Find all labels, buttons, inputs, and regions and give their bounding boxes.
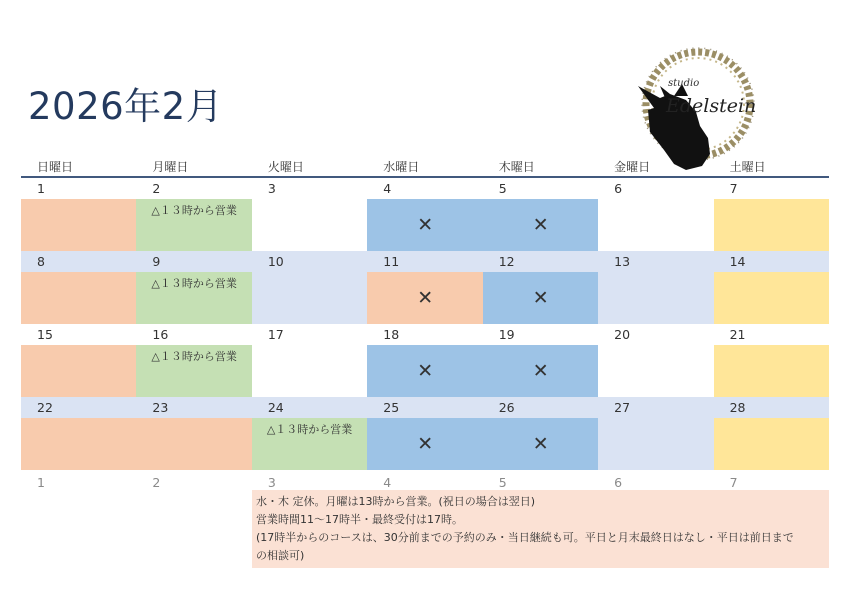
closed-mark-icon: ✕ <box>417 287 434 309</box>
day-number-strip <box>21 251 137 272</box>
day-body <box>598 199 714 251</box>
day-number: 13 <box>614 254 631 269</box>
closed-mark-icon: ✕ <box>532 360 549 382</box>
day-cell <box>483 397 599 470</box>
day-number: 24 <box>267 400 284 415</box>
closed-mark-icon: ✕ <box>532 214 549 236</box>
day-body <box>21 199 137 251</box>
day-number-strip <box>714 251 830 272</box>
day-number-strip <box>367 251 483 272</box>
day-body <box>483 199 599 251</box>
day-number: 6 <box>614 181 623 196</box>
day-cell <box>483 324 599 397</box>
day-body <box>483 345 599 397</box>
day-cell <box>598 178 714 251</box>
day-cell <box>252 324 368 397</box>
next-month-day-number: 3 <box>267 475 276 490</box>
day-body <box>598 418 714 470</box>
business-hours-note <box>252 490 829 568</box>
day-cell <box>598 397 714 470</box>
day-cell <box>714 251 830 324</box>
day-number: 3 <box>267 181 276 196</box>
day-body <box>367 418 483 470</box>
weekday-label: 木曜日 <box>498 160 535 174</box>
day-cell <box>21 324 137 397</box>
day-cell <box>21 178 137 251</box>
day-body <box>714 199 830 251</box>
weekday-header <box>21 158 829 176</box>
weekday-label: 月曜日 <box>152 160 189 174</box>
day-body <box>483 418 599 470</box>
next-month-day-number: 6 <box>614 475 623 490</box>
day-cell <box>252 178 368 251</box>
afternoon-opening-note: △１３時から営業 <box>151 204 237 217</box>
day-body <box>136 418 252 470</box>
day-cell <box>252 251 368 324</box>
weekday-label: 日曜日 <box>37 160 74 174</box>
day-body <box>21 418 137 470</box>
day-number-strip <box>714 397 830 418</box>
day-number-strip <box>21 178 137 199</box>
day-cell <box>714 324 830 397</box>
day-number-strip <box>252 251 368 272</box>
afternoon-opening-note: △１３時から営業 <box>151 277 237 290</box>
day-body <box>598 272 714 324</box>
weekday-label: 水曜日 <box>383 160 420 174</box>
day-number-strip <box>598 178 714 199</box>
unicorn-head-wreath-icon <box>630 46 766 176</box>
day-body <box>252 418 368 470</box>
day-number: 25 <box>383 400 400 415</box>
day-cell <box>714 178 830 251</box>
studio-logo <box>630 46 766 176</box>
day-cell <box>21 397 137 470</box>
day-number: 20 <box>614 327 631 342</box>
day-number-strip <box>483 178 599 199</box>
svg-text:studio: studio <box>668 78 700 89</box>
day-number-strip <box>136 324 252 345</box>
day-number: 15 <box>37 327 53 342</box>
day-number-strip <box>136 178 252 199</box>
day-body <box>252 272 368 324</box>
page-title: 2026年2月 <box>28 85 224 128</box>
day-body <box>21 345 137 397</box>
day-number-strip <box>714 178 830 199</box>
afternoon-opening-note: △１３時から営業 <box>266 423 353 436</box>
next-month-day-number: 7 <box>729 475 738 490</box>
closed-mark-icon: ✕ <box>532 433 549 455</box>
day-number: 28 <box>729 400 746 415</box>
day-number-strip <box>598 324 714 345</box>
closed-mark-icon: ✕ <box>417 433 434 455</box>
weekday-label: 金曜日 <box>614 160 651 174</box>
day-cell <box>367 178 483 251</box>
day-body <box>367 199 483 251</box>
day-cell <box>136 324 252 397</box>
day-cell <box>598 251 714 324</box>
day-number-strip <box>136 397 252 418</box>
day-body <box>21 272 137 324</box>
next-month-day-number: 1 <box>37 475 45 490</box>
day-number-strip <box>252 397 368 418</box>
svg-text:Edelstein: Edelstein <box>666 95 757 117</box>
day-number-strip <box>483 324 599 345</box>
day-number: 4 <box>383 181 392 196</box>
day-number: 27 <box>614 400 631 415</box>
day-cell <box>367 251 483 324</box>
day-number: 9 <box>152 254 161 269</box>
day-number-strip <box>367 178 483 199</box>
day-number: 11 <box>383 254 400 269</box>
day-number-strip <box>598 397 714 418</box>
day-number-strip <box>714 324 830 345</box>
day-body <box>136 199 252 251</box>
closed-mark-icon: ✕ <box>417 360 434 382</box>
day-number-strip <box>21 324 137 345</box>
day-number: 14 <box>729 254 746 269</box>
day-number-strip <box>21 397 137 418</box>
note-line-4: の相談可) <box>256 549 305 562</box>
day-number-strip <box>367 397 483 418</box>
day-body <box>367 272 483 324</box>
day-number-strip <box>136 251 252 272</box>
day-number: 12 <box>498 254 515 269</box>
day-body <box>367 345 483 397</box>
day-cell <box>714 397 830 470</box>
day-number-strip <box>483 397 599 418</box>
day-cell <box>483 178 599 251</box>
day-cell <box>252 397 368 470</box>
day-number-strip <box>252 178 368 199</box>
day-number: 5 <box>498 181 507 196</box>
day-body <box>136 345 252 397</box>
day-number: 7 <box>729 181 738 196</box>
day-number: 26 <box>498 400 515 415</box>
next-month-day-number: 5 <box>498 475 507 490</box>
closed-mark-icon: ✕ <box>532 287 549 309</box>
day-number-strip <box>483 251 599 272</box>
day-number: 8 <box>37 254 45 269</box>
weekday-label: 土曜日 <box>729 160 766 174</box>
afternoon-opening-note: △１３時から営業 <box>151 350 237 363</box>
day-number: 17 <box>267 327 284 342</box>
day-cell <box>367 397 483 470</box>
note-line-1: 水・木 定休。月曜は13時から営業。(祝日の場合は翌日) <box>256 495 536 508</box>
day-body <box>136 272 252 324</box>
day-number: 16 <box>152 327 169 342</box>
day-cell <box>367 324 483 397</box>
next-month-day-number: 4 <box>383 475 392 490</box>
day-number: 23 <box>152 400 169 415</box>
next-month-day-number: 2 <box>152 475 161 490</box>
day-body <box>252 199 368 251</box>
day-body <box>483 272 599 324</box>
day-number: 1 <box>37 181 45 196</box>
day-body <box>598 345 714 397</box>
day-number: 2 <box>152 181 161 196</box>
day-cell <box>136 397 252 470</box>
calendar-grid <box>21 178 829 490</box>
day-cell <box>136 178 252 251</box>
day-body <box>714 272 830 324</box>
day-body <box>714 345 830 397</box>
day-cell <box>598 324 714 397</box>
day-number: 18 <box>383 327 400 342</box>
day-body <box>714 418 830 470</box>
day-number: 19 <box>498 327 515 342</box>
day-cell <box>21 251 137 324</box>
day-number-strip <box>598 251 714 272</box>
day-number-strip <box>252 324 368 345</box>
weekday-label: 火曜日 <box>267 160 304 174</box>
day-cell <box>483 251 599 324</box>
day-number: 21 <box>729 327 746 342</box>
day-number: 10 <box>267 254 284 269</box>
day-body <box>252 345 368 397</box>
note-line-2: 営業時間11～17時半・最終受付は17時。 <box>256 513 463 526</box>
day-cell <box>136 251 252 324</box>
note-line-3: (17時半からのコースは、30分前までの予約のみ・当日継続も可。平日と月末最終日はなし・平日は前日まで <box>256 531 794 544</box>
day-number-strip <box>367 324 483 345</box>
day-number: 22 <box>37 400 53 415</box>
closed-mark-icon: ✕ <box>417 214 434 236</box>
